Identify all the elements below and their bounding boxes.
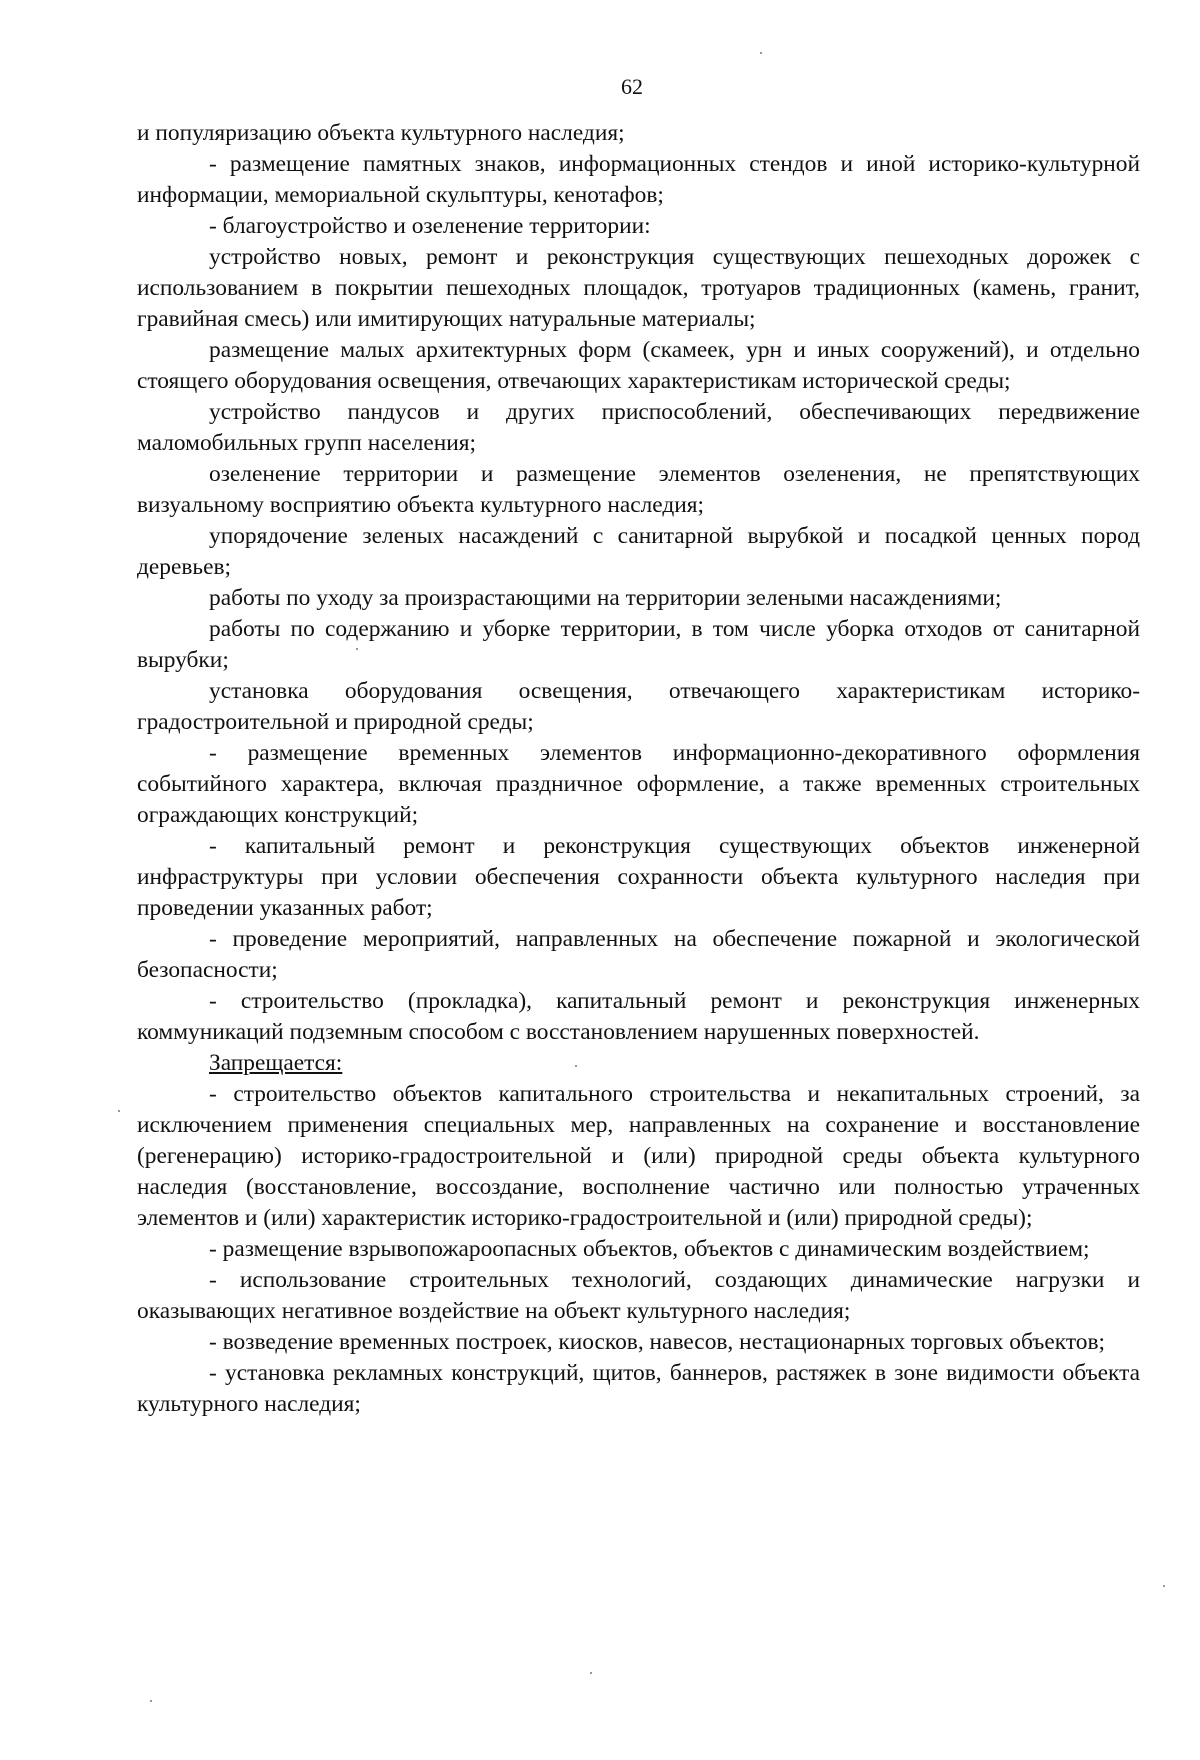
list-item: - установка рекламных конструкций, щитов, баннеров, растяжек в зоне видимости объекта культурного наследия; (137, 1360, 1140, 1417)
list-item: - возведение временных построек, киосков, навесов, нестационарных торговых объектов; (209, 1329, 1105, 1355)
list-item: - размещение взрывопожароопасных объектов, объектов с динамическим воздействием; (209, 1236, 1090, 1262)
list-item: размещение малых архитектурных форм (скамеек, урн и иных сооружений), и отдельно стоящего оборудования освещения, отвечающих характеристикам исторической среды; (137, 337, 1140, 394)
list-item: устройство пандусов и других приспособлений, обеспечивающих передвижение маломобильных групп населения; (137, 399, 1140, 456)
list-item: озеленение территории и размещение элементов озеленения, не препятствующих визуальному восприятию объекта культурного наследия; (137, 461, 1140, 518)
list-item: - строительство (прокладка), капитальный ремонт и реконструкция инженерных коммуникаций подземным способом с восстановлением нарушенных поверхностей. (137, 988, 1140, 1045)
list-item: работы по содержанию и уборке территории, в том числе уборка отходов от санитарной вырубки; (137, 616, 1140, 673)
list-item: - размещение памятных знаков, информационных стендов и иной историко-культурной информации, мемориальной скульптуры, кенотафов; (137, 151, 1140, 208)
scan-speck (150, 1700, 152, 1702)
list-item: работы по уходу за произрастающими на территории зелеными насаждениями; (209, 585, 1002, 611)
scan-speck (356, 648, 358, 650)
scan-speck (590, 1672, 592, 1674)
page-number: 62 (621, 74, 643, 99)
scan-speck (1163, 1585, 1165, 1587)
list-item: установка оборудования освещения, отвечающего характеристикам историко-градостроительной и природной среды; (137, 678, 1140, 735)
paragraph-continuation: и популяризацию объекта культурного наследия; (137, 120, 625, 146)
list-item: - использование строительных технологий, создающих динамические нагрузки и оказывающих негативное воздействие на объект культурного наследия; (137, 1267, 1140, 1324)
list-item: устройство новых, ремонт и реконструкция существующих пешеходных дорожек с использованием в покрытии пешеходных площадок, тротуаров традиционных (камень, гранит, гравийная смесь) или имитирующих натуральные материалы; (137, 244, 1140, 332)
document-body (137, 118, 1140, 1420)
list-item: упорядочение зеленых насаждений с санитарной вырубкой и посадкой ценных пород деревьев; (137, 523, 1140, 580)
section-heading-prohibited: Запрещается: (209, 1050, 343, 1076)
scan-speck (118, 1110, 120, 1112)
scan-speck (575, 1065, 577, 1067)
scan-speck (760, 52, 762, 54)
list-item: - благоустройство и озеленение территории: (209, 213, 651, 239)
list-item: - капитальный ремонт и реконструкция существующих объектов инженерной инфраструктуры при условии обеспечения сохранности объекта культурного наследия при проведении указанных работ; (137, 833, 1140, 921)
list-item: - строительство объектов капитального строительства и некапитальных строений, за исключением применения специальных мер, направленных на сохранение и восстановление (регенерацию) историко-градостроительной и (или) природной среды объекта культурного наследия (восстановление, воссоздание, восполнение частично или полностью утраченных элементов и (или) характеристик историко-градостроительной и (или) природной среды); (137, 1081, 1140, 1231)
list-item: - размещение временных элементов информационно-декоративного оформления событийного характера, включая праздничное оформление, а также временных строительных ограждающих конструкций; (137, 740, 1140, 828)
list-item: - проведение мероприятий, направленных на обеспечение пожарной и экологической безопасности; (137, 926, 1140, 983)
